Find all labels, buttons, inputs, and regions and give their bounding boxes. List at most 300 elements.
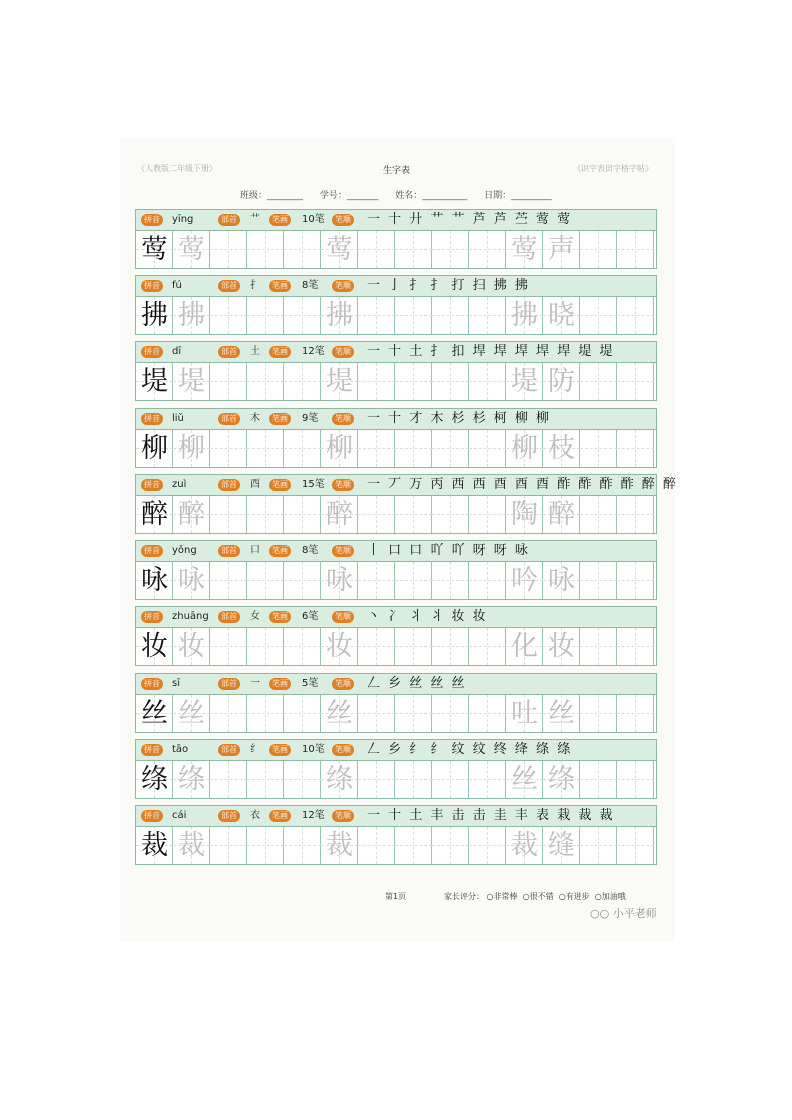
grid-cell[interactable] <box>432 695 469 732</box>
grid-cell[interactable] <box>506 761 543 798</box>
grid-cell[interactable] <box>395 827 432 864</box>
grid-cell[interactable] <box>173 562 210 599</box>
writing-grid <box>136 231 656 268</box>
stroke-count-text: 10笔 <box>302 744 325 755</box>
trace-character: 醉 <box>178 499 205 530</box>
grid-cell[interactable] <box>506 297 543 334</box>
stroke-order-tag: 笔顺 <box>332 744 354 756</box>
stroke-order-tag: 笔顺 <box>332 678 354 690</box>
grid-cell[interactable] <box>210 496 247 533</box>
grid-cell[interactable] <box>210 827 247 864</box>
grid-cell[interactable] <box>506 827 543 864</box>
grid-cell[interactable] <box>284 496 321 533</box>
grid-cell[interactable] <box>136 827 173 864</box>
stroke-count-text: 12笔 <box>302 810 325 821</box>
grid-cell[interactable] <box>617 430 654 467</box>
trace-character: 柳 <box>178 433 205 464</box>
writing-grid <box>136 761 656 798</box>
rating-option[interactable]: ○加油哦 <box>594 892 626 901</box>
trace-character: 陶 <box>511 499 538 530</box>
radical-text: 土 <box>250 346 260 357</box>
character-info-bar <box>136 607 656 628</box>
grid-cell[interactable] <box>543 363 580 400</box>
pinyin-text: zhuāng <box>172 611 209 622</box>
grid-cell[interactable] <box>395 297 432 334</box>
radical-text: 艹 <box>250 214 260 225</box>
rating-option[interactable]: ○非常棒 <box>486 892 518 901</box>
grid-cell[interactable] <box>358 430 395 467</box>
trace-character: 堤 <box>511 366 538 397</box>
writing-grid <box>136 562 656 599</box>
grid-cell[interactable] <box>432 827 469 864</box>
student-id-field: 学号：_______ <box>319 191 379 201</box>
radical-tag: 部首 <box>218 611 240 623</box>
grid-cell[interactable] <box>580 695 617 732</box>
grid-cell[interactable] <box>543 695 580 732</box>
trace-character: 咏 <box>326 565 353 596</box>
character-block <box>135 275 657 335</box>
grid-cell[interactable] <box>321 628 358 665</box>
model-character: 妆 <box>141 631 168 662</box>
stroke-order-sequence: 一 十 才 木 杉 杉 柯 柳 柳 <box>367 411 552 426</box>
grid-cell[interactable] <box>210 297 247 334</box>
stroke-order-tag: 笔顺 <box>332 545 354 557</box>
grid-cell[interactable] <box>469 695 506 732</box>
character-block <box>135 341 657 401</box>
grid-cell[interactable] <box>469 628 506 665</box>
page-title: 生字表 <box>383 166 411 176</box>
trace-character: 丝 <box>511 764 538 795</box>
stroke-order-sequence: 𠃋 乡 纟 纟 纹 纹 终 绛 绦 绦 <box>367 742 573 757</box>
grid-cell[interactable] <box>284 363 321 400</box>
stroke-count-tag: 笔画 <box>269 744 291 756</box>
grid-cell[interactable] <box>210 231 247 268</box>
grid-cell[interactable] <box>580 496 617 533</box>
grid-cell[interactable] <box>469 363 506 400</box>
grid-cell[interactable] <box>617 231 654 268</box>
radical-text: 一 <box>250 678 260 689</box>
grid-cell[interactable] <box>469 297 506 334</box>
grid-cell[interactable] <box>173 695 210 732</box>
grid-cell[interactable] <box>210 363 247 400</box>
trace-character: 拂 <box>511 300 538 331</box>
stroke-count-tag: 笔画 <box>269 810 291 822</box>
trace-character: 莺 <box>178 234 205 265</box>
stroke-order-tag: 笔顺 <box>332 611 354 623</box>
grid-cell[interactable] <box>469 430 506 467</box>
grid-cell[interactable] <box>395 761 432 798</box>
grid-cell[interactable] <box>136 231 173 268</box>
writing-grid <box>136 827 656 864</box>
grid-cell[interactable] <box>321 827 358 864</box>
character-info-bar <box>136 342 656 363</box>
grid-cell[interactable] <box>543 562 580 599</box>
stroke-count-text: 6笔 <box>302 611 319 622</box>
pinyin-text: liǔ <box>172 413 184 424</box>
grid-cell[interactable] <box>247 363 284 400</box>
trace-character: 拂 <box>326 300 353 331</box>
watermark: ○○ 小平老师 <box>590 907 657 920</box>
trace-character: 柳 <box>511 433 538 464</box>
grid-cell[interactable] <box>321 761 358 798</box>
stroke-count-text: 8笔 <box>302 280 319 291</box>
grid-cell[interactable] <box>432 363 469 400</box>
grid-cell[interactable] <box>210 430 247 467</box>
grid-cell[interactable] <box>284 430 321 467</box>
pinyin-tag: 拼音 <box>141 611 163 623</box>
pinyin-tag: 拼音 <box>141 280 163 292</box>
trace-character: 裁 <box>511 830 538 861</box>
trace-character: 咏 <box>548 565 575 596</box>
grid-cell[interactable] <box>432 562 469 599</box>
grid-cell[interactable] <box>617 761 654 798</box>
grid-cell[interactable] <box>247 695 284 732</box>
grid-cell[interactable] <box>210 695 247 732</box>
writing-grid <box>136 363 656 400</box>
grid-cell[interactable] <box>321 695 358 732</box>
grid-cell[interactable] <box>580 231 617 268</box>
trace-character: 妆 <box>326 631 353 662</box>
grid-cell[interactable] <box>136 363 173 400</box>
grid-cell[interactable] <box>432 496 469 533</box>
grid-cell[interactable] <box>469 827 506 864</box>
grid-cell[interactable] <box>136 562 173 599</box>
grid-cell[interactable] <box>358 496 395 533</box>
stroke-count-text: 9笔 <box>302 413 319 424</box>
character-block <box>135 408 657 468</box>
grid-cell[interactable] <box>210 761 247 798</box>
grid-cell[interactable] <box>173 761 210 798</box>
stroke-count-text: 5笔 <box>302 678 319 689</box>
grid-cell[interactable] <box>432 628 469 665</box>
grid-cell[interactable] <box>284 628 321 665</box>
trace-character: 醉 <box>548 499 575 530</box>
radical-text: 纟 <box>250 744 260 755</box>
grid-cell[interactable] <box>247 297 284 334</box>
grid-cell[interactable] <box>321 363 358 400</box>
character-block <box>135 805 657 865</box>
grid-cell[interactable] <box>136 496 173 533</box>
grid-cell[interactable] <box>395 231 432 268</box>
grid-cell[interactable] <box>506 430 543 467</box>
radical-tag: 部首 <box>218 744 240 756</box>
grid-cell[interactable] <box>358 761 395 798</box>
grid-cell[interactable] <box>432 430 469 467</box>
grid-cell[interactable] <box>247 761 284 798</box>
grid-cell[interactable] <box>284 297 321 334</box>
stroke-count-tag: 笔画 <box>269 479 291 491</box>
stroke-count-text: 12笔 <box>302 346 325 357</box>
trace-character: 醉 <box>326 499 353 530</box>
grid-cell[interactable] <box>469 562 506 599</box>
stroke-order-sequence: 𠃋 乡 丝 丝 丝 <box>367 676 467 691</box>
radical-tag: 部首 <box>218 280 240 292</box>
radical-tag: 部首 <box>218 214 240 226</box>
trace-character: 晓 <box>548 300 575 331</box>
grid-cell[interactable] <box>580 761 617 798</box>
model-character: 柳 <box>141 433 168 464</box>
radical-tag: 部首 <box>218 346 240 358</box>
pinyin-text: sī <box>172 678 180 689</box>
radical-text: 扌 <box>250 280 260 291</box>
model-character: 醉 <box>141 499 168 530</box>
grid-cell[interactable] <box>617 562 654 599</box>
grid-cell[interactable] <box>136 297 173 334</box>
grid-cell[interactable] <box>358 562 395 599</box>
stroke-count-tag: 笔画 <box>269 545 291 557</box>
grid-cell[interactable] <box>395 363 432 400</box>
grid-cell[interactable] <box>469 761 506 798</box>
radical-text: 女 <box>250 611 260 622</box>
date-field: 日期：_________ <box>484 191 552 201</box>
name-field: 姓名：__________ <box>395 191 468 201</box>
grid-cell[interactable] <box>210 562 247 599</box>
model-character: 绦 <box>141 764 168 795</box>
trace-character: 妆 <box>548 631 575 662</box>
grid-cell[interactable] <box>321 430 358 467</box>
grid-cell[interactable] <box>247 827 284 864</box>
trace-character: 丝 <box>548 698 575 729</box>
stroke-order-sequence: 丨 口 口 吖 吖 呀 呀 咏 <box>367 543 530 558</box>
pinyin-tag: 拼音 <box>141 678 163 690</box>
character-block <box>135 209 657 269</box>
grid-cell[interactable] <box>395 628 432 665</box>
grid-cell[interactable] <box>284 761 321 798</box>
book-note: 《识字表田字格字帖》 <box>573 164 653 173</box>
stroke-order-tag: 笔顺 <box>332 280 354 292</box>
edition-note: 《人教版二年级下册》 <box>137 164 217 173</box>
grid-cell[interactable] <box>358 628 395 665</box>
grid-cell[interactable] <box>506 628 543 665</box>
writing-grid <box>136 297 656 334</box>
grid-cell[interactable] <box>136 695 173 732</box>
page-number: 第1页 <box>385 892 407 901</box>
grid-cell[interactable] <box>136 628 173 665</box>
rating-label: 家长评分： <box>444 892 484 901</box>
radical-tag: 部首 <box>218 545 240 557</box>
character-info-bar <box>136 740 656 761</box>
stroke-count-text: 10笔 <box>302 214 325 225</box>
grid-cell[interactable] <box>173 297 210 334</box>
grid-cell[interactable] <box>358 827 395 864</box>
grid-cell[interactable] <box>395 562 432 599</box>
character-block <box>135 606 657 666</box>
model-character: 拂 <box>141 300 168 331</box>
grid-cell[interactable] <box>284 231 321 268</box>
radical-tag: 部首 <box>218 678 240 690</box>
model-character: 堤 <box>141 366 168 397</box>
grid-cell[interactable] <box>284 827 321 864</box>
pinyin-tag: 拼音 <box>141 810 163 822</box>
grid-cell[interactable] <box>247 628 284 665</box>
grid-cell[interactable] <box>358 231 395 268</box>
stroke-count-text: 15笔 <box>302 479 325 490</box>
grid-cell[interactable] <box>136 430 173 467</box>
pinyin-text: tāo <box>172 744 189 755</box>
grid-cell[interactable] <box>580 562 617 599</box>
pinyin-tag: 拼音 <box>141 346 163 358</box>
grid-cell[interactable] <box>321 297 358 334</box>
radical-tag: 部首 <box>218 479 240 491</box>
trace-character: 堤 <box>178 366 205 397</box>
model-character: 丝 <box>141 698 168 729</box>
trace-character: 缝 <box>548 830 575 861</box>
grid-cell[interactable] <box>173 827 210 864</box>
radical-text: 口 <box>250 545 260 556</box>
grid-cell[interactable] <box>284 562 321 599</box>
radical-tag: 部首 <box>218 810 240 822</box>
character-block <box>135 474 678 534</box>
grid-cell[interactable] <box>173 363 210 400</box>
trace-character: 裁 <box>178 830 205 861</box>
stroke-order-sequence: 一 亅 扌 扌 打 扫 拂 拂 <box>367 278 530 293</box>
grid-cell[interactable] <box>580 628 617 665</box>
trace-character: 丝 <box>326 698 353 729</box>
stroke-order-sequence: 丶 冫 丬 丬 妆 妆 <box>367 609 488 624</box>
grid-cell[interactable] <box>321 562 358 599</box>
grid-cell[interactable] <box>506 363 543 400</box>
trace-character: 柳 <box>326 433 353 464</box>
grid-cell[interactable] <box>543 231 580 268</box>
grid-cell[interactable] <box>321 496 358 533</box>
grid-cell[interactable] <box>247 562 284 599</box>
grid-cell[interactable] <box>358 363 395 400</box>
stroke-count-tag: 笔画 <box>269 611 291 623</box>
model-character: 咏 <box>141 565 168 596</box>
grid-cell[interactable] <box>395 496 432 533</box>
grid-cell[interactable] <box>617 695 654 732</box>
character-info-bar <box>136 276 656 297</box>
pinyin-tag: 拼音 <box>141 413 163 425</box>
grid-cell[interactable] <box>136 761 173 798</box>
pinyin-text: zuì <box>172 479 187 490</box>
character-block <box>135 540 657 600</box>
pinyin-tag: 拼音 <box>141 744 163 756</box>
grid-cell[interactable] <box>543 297 580 334</box>
trace-character: 咏 <box>178 565 205 596</box>
radical-tag: 部首 <box>218 413 240 425</box>
grid-cell[interactable] <box>210 628 247 665</box>
pinyin-tag: 拼音 <box>141 545 163 557</box>
trace-character: 防 <box>548 366 575 397</box>
grid-cell[interactable] <box>395 430 432 467</box>
grid-cell[interactable] <box>321 231 358 268</box>
grid-cell[interactable] <box>617 363 654 400</box>
pinyin-tag: 拼音 <box>141 214 163 226</box>
grid-cell[interactable] <box>580 297 617 334</box>
writing-grid <box>136 496 656 533</box>
grid-cell[interactable] <box>506 695 543 732</box>
grid-cell[interactable] <box>358 297 395 334</box>
grid-cell[interactable] <box>543 827 580 864</box>
character-info-bar <box>136 541 656 562</box>
trace-character: 绦 <box>178 764 205 795</box>
writing-grid <box>136 695 656 732</box>
grid-cell[interactable] <box>543 761 580 798</box>
grid-cell[interactable] <box>173 430 210 467</box>
writing-grid <box>136 430 656 467</box>
grid-cell[interactable] <box>173 496 210 533</box>
grid-cell[interactable] <box>617 496 654 533</box>
grid-cell[interactable] <box>469 496 506 533</box>
grid-cell[interactable] <box>543 430 580 467</box>
trace-character: 裁 <box>326 830 353 861</box>
trace-character: 吟 <box>511 565 538 596</box>
grid-cell[interactable] <box>432 231 469 268</box>
trace-character: 莺 <box>511 234 538 265</box>
grid-cell[interactable] <box>358 695 395 732</box>
stroke-order-tag: 笔顺 <box>332 413 354 425</box>
grid-cell[interactable] <box>580 827 617 864</box>
pinyin-text: yǒng <box>172 545 197 556</box>
grid-cell[interactable] <box>284 695 321 732</box>
grid-cell[interactable] <box>506 562 543 599</box>
grid-cell[interactable] <box>506 231 543 268</box>
grid-cell[interactable] <box>247 231 284 268</box>
stroke-order-sequence: 一 丆 万 丙 西 西 酉 酉 酉 酢 酢 酢 酢 醉 醉 <box>367 477 678 492</box>
grid-cell[interactable] <box>173 231 210 268</box>
parent-rating <box>444 891 626 902</box>
trace-character: 化 <box>511 631 538 662</box>
grid-cell[interactable] <box>543 628 580 665</box>
character-info-bar <box>136 210 656 231</box>
trace-character: 拂 <box>178 300 205 331</box>
trace-character: 绦 <box>548 764 575 795</box>
grid-cell[interactable] <box>617 827 654 864</box>
grid-cell[interactable] <box>469 231 506 268</box>
grid-cell[interactable] <box>247 430 284 467</box>
grid-cell[interactable] <box>543 496 580 533</box>
model-character: 莺 <box>141 234 168 265</box>
grid-cell[interactable] <box>432 761 469 798</box>
trace-character: 丝 <box>178 698 205 729</box>
character-info-bar <box>136 409 656 430</box>
stroke-order-tag: 笔顺 <box>332 346 354 358</box>
grid-cell[interactable] <box>173 628 210 665</box>
trace-character: 莺 <box>326 234 353 265</box>
grid-cell[interactable] <box>580 363 617 400</box>
pinyin-text: dī <box>172 346 182 357</box>
stroke-order-tag: 笔顺 <box>332 479 354 491</box>
pinyin-text: yīng <box>172 214 194 225</box>
stroke-order-sequence: 一 十 廾 艹 艹 芦 芦 苎 莺 莺 <box>367 212 573 227</box>
trace-character: 声 <box>548 234 575 265</box>
grid-cell[interactable] <box>247 496 284 533</box>
grid-cell[interactable] <box>432 297 469 334</box>
model-character: 裁 <box>141 830 168 861</box>
stroke-count-tag: 笔画 <box>269 678 291 690</box>
rating-option[interactable]: ○很不错 <box>522 892 554 901</box>
character-info-bar <box>136 475 678 496</box>
radical-text: 衣 <box>250 810 260 821</box>
grid-cell[interactable] <box>506 496 543 533</box>
pinyin-text: fú <box>172 280 182 291</box>
trace-character: 吐 <box>511 698 538 729</box>
radical-text: 木 <box>250 413 260 424</box>
grid-cell[interactable] <box>580 430 617 467</box>
grid-cell[interactable] <box>617 297 654 334</box>
stroke-order-tag: 笔顺 <box>332 810 354 822</box>
rating-option[interactable]: ○有进步 <box>558 892 590 901</box>
stroke-count-tag: 笔画 <box>269 346 291 358</box>
grid-cell[interactable] <box>395 695 432 732</box>
stroke-order-sequence: 一 十 土 扌 扣 垾 垾 垾 垾 垾 堤 堤 <box>367 344 615 359</box>
grid-cell[interactable] <box>617 628 654 665</box>
character-info-bar <box>136 674 656 695</box>
writing-grid <box>136 628 656 665</box>
wechat-icon: ○○ <box>590 907 610 920</box>
character-block <box>135 739 657 799</box>
